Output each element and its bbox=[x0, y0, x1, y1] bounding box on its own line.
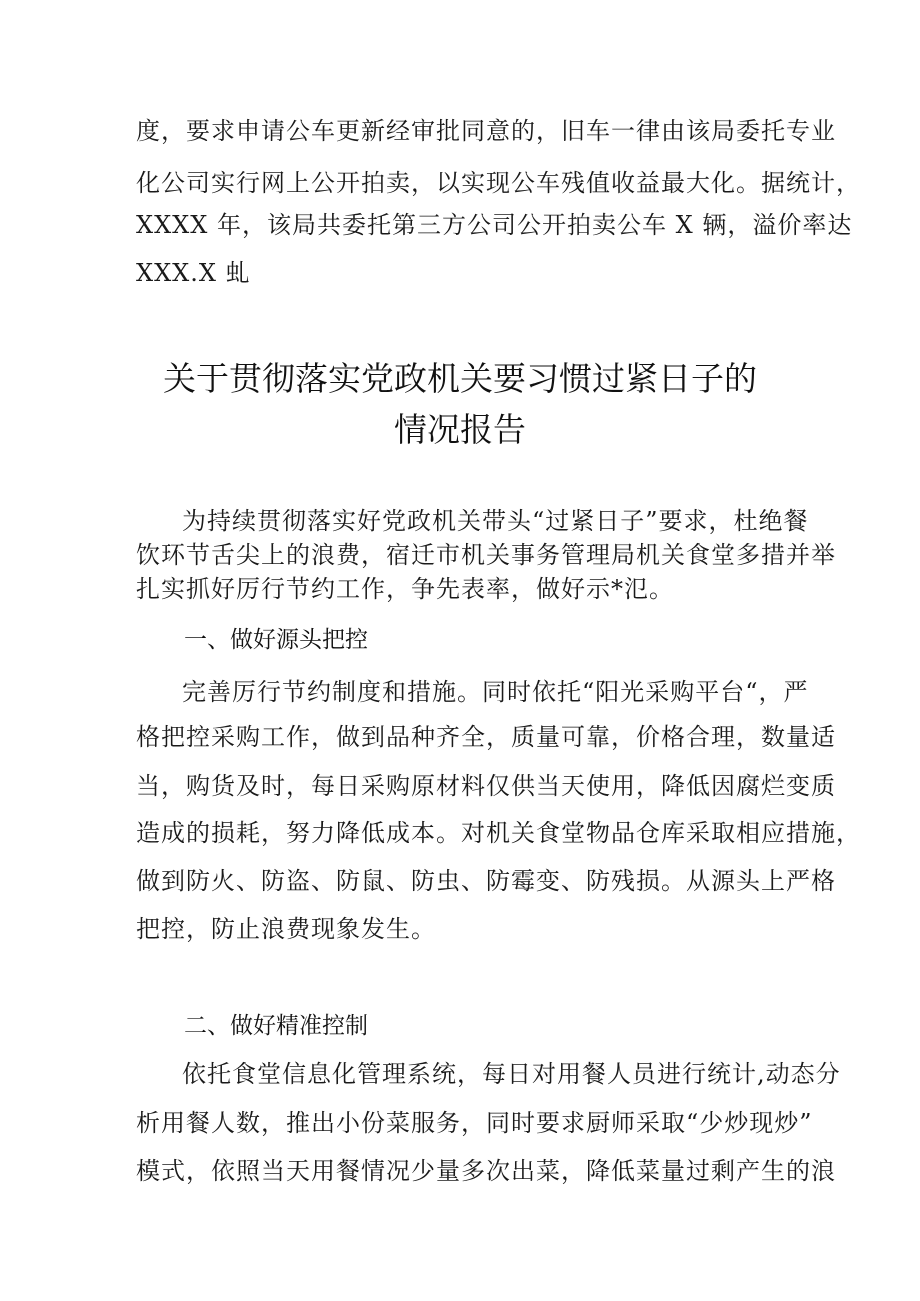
section-heading: 一、做好源头把控 bbox=[184, 627, 368, 653]
text-line: 格把控采购工作，做到品种齐全，质量可靠，价格合理，数量适 bbox=[136, 723, 836, 751]
text-line: 完善厉行节约制度和措施。同时依托“阳光采购平台“，严 bbox=[182, 678, 809, 706]
text-line: 把控，防止浪费现象发生。 bbox=[136, 915, 436, 943]
text-line: 做到防火、防盗、防鼠、防虫、防霉变、防残损。从源头上严格 bbox=[136, 867, 836, 895]
report-title-line-2: 情况报告 bbox=[394, 410, 526, 449]
text-line: XXXX 年，该局共委托第三方公司公开拍卖公车 X 辆，溢价率达 bbox=[136, 211, 853, 239]
text-line: 化公司实行网上公开拍卖，以实现公车残值收益最大化。据统计， bbox=[136, 169, 861, 197]
report-title-line-1: 关于贯彻落实党政机关要习惯过紧日子的 bbox=[163, 359, 757, 398]
text-line: 饮环节舌尖上的浪费，宿迁市机关事务管理局机关食堂多措并举 bbox=[136, 541, 836, 569]
text-line: 为持续贯彻落实好党政机关带头“过紧日子”要求，杜绝餐 bbox=[182, 507, 809, 535]
section-heading: 二、做好精准控制 bbox=[184, 1013, 368, 1039]
text-line: 析用餐人数，推出小份菜服务，同时要求厨师采取“少炒现炒” bbox=[136, 1109, 813, 1137]
text-line: 度，要求申请公车更新经审批同意的，旧车一律由该局委托专业 bbox=[136, 117, 836, 145]
text-line: XXX.X 虬 bbox=[136, 259, 251, 287]
text-line: 模式，依照当天用餐情况少量多次出菜，降低菜量过剩产生的浪 bbox=[136, 1157, 836, 1185]
text-line: 造成的损耗，努力降低成本。对机关食堂物品仓库采取相应措施， bbox=[136, 819, 861, 847]
text-line: 当，购货及时，每日采购原材料仅供当天使用，降低因腐烂变质 bbox=[136, 772, 836, 800]
text-line: 扎实抓好厉行节约工作，争先表率，做好示*氾。 bbox=[136, 575, 674, 603]
text-line: 依托食堂信息化管理系统，每日对用餐人员进行统计,动态分 bbox=[182, 1060, 841, 1088]
